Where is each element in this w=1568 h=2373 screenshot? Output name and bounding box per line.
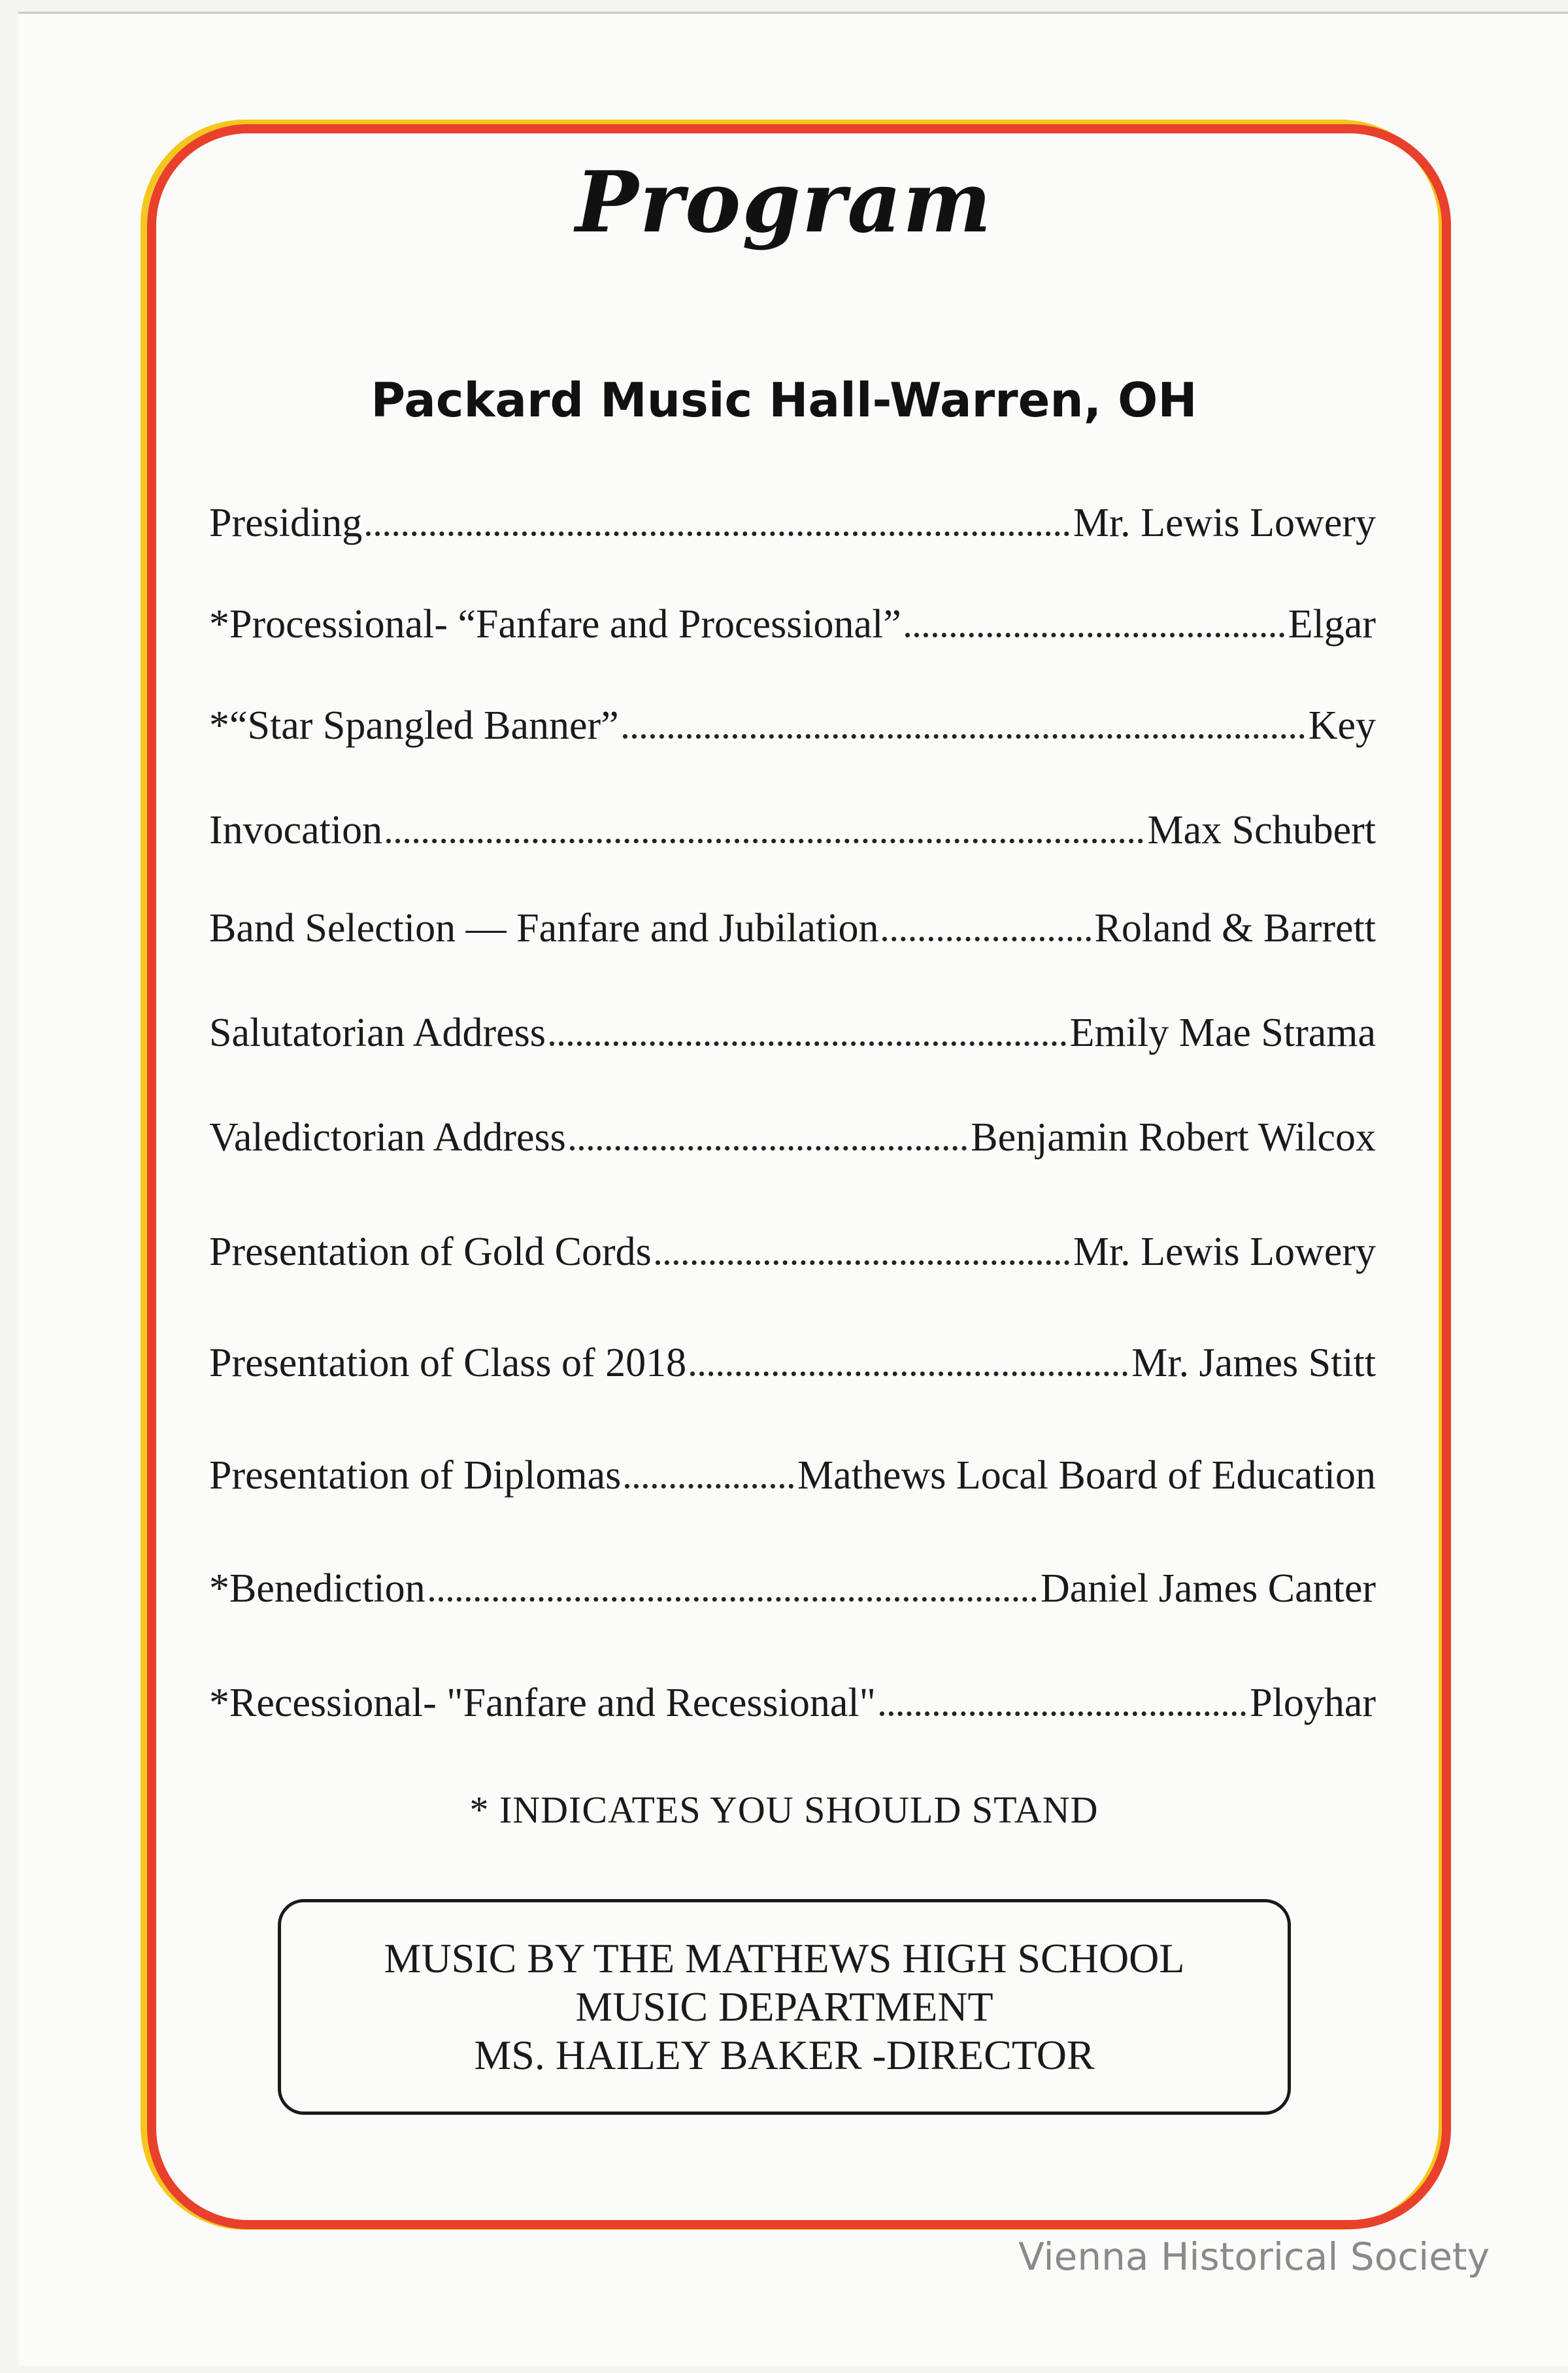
item-person: Mathews Local Board of Education: [797, 1453, 1376, 1498]
item-label: *Benediction: [209, 1566, 425, 1611]
leader-dots: [386, 832, 1143, 843]
leader-dots: [656, 1254, 1069, 1265]
leader-dots: [882, 930, 1090, 941]
item-person: Mr. James Stitt: [1131, 1341, 1376, 1385]
leader-dots: [880, 1705, 1246, 1716]
item-person: Key: [1308, 703, 1376, 748]
item-person: Roland & Barrett: [1094, 906, 1376, 951]
program-item-gold-cords: [209, 1229, 1376, 1275]
program-item-valedictorian: [209, 1115, 1376, 1161]
program-item-diplomas: [209, 1453, 1376, 1499]
item-person: Benjamin Robert Wilcox: [971, 1115, 1376, 1160]
venue-heading: Packard Music Hall-Warren, OH: [371, 373, 1197, 428]
program-item-benediction: [209, 1566, 1376, 1612]
item-person: Mr. Lewis Lowery: [1073, 501, 1376, 545]
stand-note: * INDICATES YOU SHOULD STAND: [469, 1789, 1099, 1831]
item-person: Elgar: [1288, 602, 1376, 647]
item-person: Daniel James Canter: [1040, 1566, 1376, 1611]
program-item-recessional: [209, 1680, 1376, 1726]
music-credit-line: MS. HAILEY BAKER -DIRECTOR: [474, 2032, 1095, 2078]
item-label: Presentation of Class of 2018: [209, 1341, 687, 1385]
item-label: Valedictorian Address: [209, 1115, 566, 1160]
leader-dots: [570, 1139, 967, 1151]
program-item-processional: [209, 601, 1376, 648]
program-title: Program: [575, 154, 993, 252]
leader-dots: [905, 626, 1284, 637]
leader-dots: [550, 1035, 1066, 1046]
item-label: Salutatorian Address: [209, 1011, 546, 1055]
leader-dots: [429, 1590, 1037, 1602]
program-item-anthem: [209, 703, 1376, 749]
item-person: Max Schubert: [1147, 808, 1376, 852]
music-credit-box: [278, 1899, 1291, 2115]
program-item-band-selection: [209, 905, 1376, 952]
item-label: Invocation: [209, 808, 383, 852]
item-label: Band Selection — Fanfare and Jubilation: [209, 906, 879, 951]
program-item-class-presentation: [209, 1340, 1376, 1387]
item-label: Presiding: [209, 501, 363, 545]
item-label: *“Star Spangled Banner”: [209, 703, 619, 748]
item-label: Presentation of Gold Cords: [209, 1230, 652, 1274]
item-label: *Processional- “Fanfare and Processional”: [209, 602, 901, 647]
program-item-invocation: [209, 807, 1376, 854]
music-credit-line: MUSIC BY THE MATHEWS HIGH SCHOOL: [384, 1935, 1185, 1981]
item-person: Ployhar: [1250, 1681, 1376, 1725]
music-credit-line: MUSIC DEPARTMENT: [575, 1983, 993, 2030]
leader-dots: [625, 1477, 793, 1489]
program-item-presiding: [209, 500, 1376, 547]
watermark: Vienna Historical Society: [1018, 2234, 1490, 2279]
item-label: *Recessional- "Fanfare and Recessional": [209, 1681, 876, 1725]
program-item-salutatorian: [209, 1010, 1376, 1056]
item-person: Emily Mae Strama: [1069, 1011, 1376, 1055]
item-label: Presentation of Diplomas: [209, 1453, 622, 1498]
leader-dots: [366, 525, 1069, 536]
item-person: Mr. Lewis Lowery: [1073, 1230, 1376, 1274]
leader-dots: [623, 728, 1305, 739]
leader-dots: [690, 1365, 1127, 1376]
